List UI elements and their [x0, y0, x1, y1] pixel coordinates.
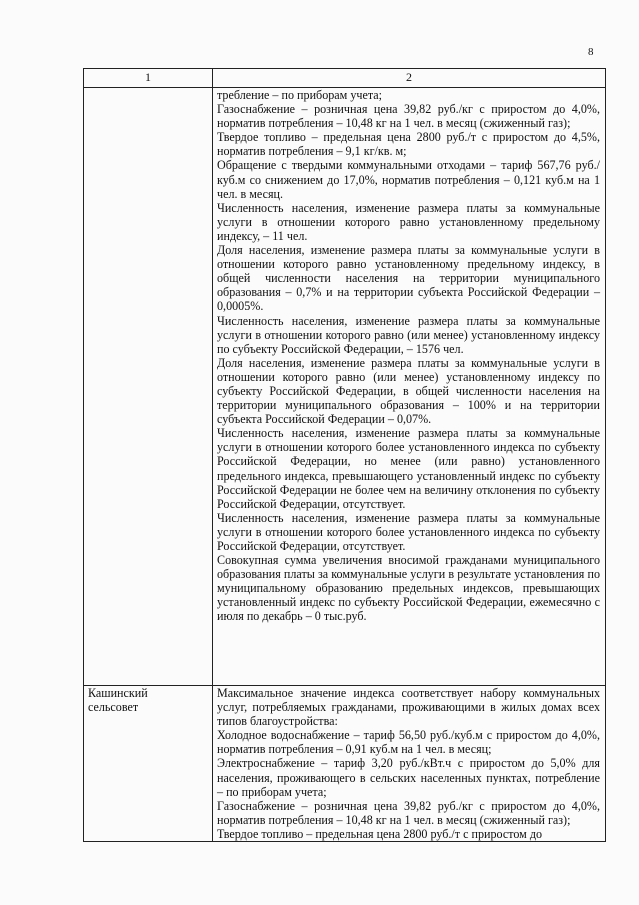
paragraph: требление – по приборам учета;: [217, 88, 382, 102]
paragraph: Холодное водоснабжение – тариф 56,50 руб./куб.м с приростом до 4,0%, норматив потребления – 0,91 куб.м на 1 чел. в месяц;: [217, 728, 600, 757]
paragraph: Совокупная сумма увеличения вносимой гражданами муниципального образования платы за коммунальные услуги в результате установления по муниципальному образованию предельных индексов, превышающих установленный индекс по субъекту Российской Федерации, ежемесячно с июля по декабрь – 0 тыс.руб.: [217, 553, 600, 624]
settlements-table: [83, 68, 606, 842]
paragraph: Электроснабжение – тариф 3,20 руб./кВт.ч с приростом до 5,0% для населения, проживающего в сельских населенных пунктах, потребление – по приборам учета;: [217, 756, 600, 799]
table-row: [84, 686, 606, 842]
paragraph: Доля населения, изменение размера платы за коммунальные услуги в отношении которого равно установленному предельному индексу, в общей численности населения на территории муниципального образования – 0,7% и на территории субъекта Российской Федерации – 0,0005%.: [217, 243, 600, 314]
paragraph: Численность населения, изменение размера платы за коммунальные услуги в отношении которого равно (или менее) установленному индексу по субъекту Российской Федерации, – 1576 чел.: [217, 313, 600, 356]
description-cell: [213, 88, 606, 686]
settlement-name-line: сельсовет: [88, 700, 139, 715]
paragraph: Газоснабжение – розничная цена 39,82 руб./кг с приростом до 4,0%, норматив потребления – 10,48 кг на 1 чел. в месяц (сжиженный газ);: [217, 102, 600, 131]
settlement-name-cell: [84, 686, 213, 842]
page-number: 8: [588, 46, 594, 58]
column-header-1: 1: [84, 69, 213, 88]
paragraph: Доля населения, изменение размера платы за коммунальные услуги в отношении которого равно (или менее) установленному индексу по субъекту Российской Федерации, в общей численности населения на территории муниципального образования – 100% и на территории субъекта Российской Федерации – 0,07%.: [217, 355, 600, 427]
column-header-2: 2: [213, 69, 606, 88]
paragraph: Численность населения, изменение размера платы за коммунальные услуги в отношении которого равно установленному предельному индексу, – 11 чел.: [217, 200, 600, 243]
description-cell: [213, 686, 606, 842]
paragraph: Газоснабжение – розничная цена 39,82 руб./кг с приростом до 4,0%, норматив потребления – 10,48 кг на 1 чел. в месяц (сжиженный газ);: [217, 798, 600, 827]
paragraph: Максимальное значение индекса соответствует набору коммунальных услуг, потребляемых гражданами, проживающими в жилых домах всех типов благоустройства:: [217, 686, 600, 729]
settlement-name-cell: [84, 88, 213, 686]
table-header-row: [84, 69, 606, 88]
settlement-name-line: Кашинский: [88, 686, 148, 700]
paragraph: Твердое топливо – предельная цена 2800 руб./т с приростом до 4,5%, норматив потребления – 9,1 кг/кв. м;: [217, 130, 600, 159]
paragraph: Численность населения, изменение размера платы за коммунальные услуги в отношении которого более установленного индекса по субъекту Российской Федерации, отсутствует.: [217, 510, 600, 553]
paragraph: Твердое топливо – предельная цена 2800 руб./т с приростом до: [217, 826, 543, 841]
paragraph: Обращение с твердыми коммунальными отходами – тариф 567,76 руб./куб.м со снижением до 17,0%, норматив потребления – 0,121 куб.м на 1 чел. в месяц.: [217, 158, 600, 201]
table-row: [84, 88, 606, 686]
paragraph: Численность населения, изменение размера платы за коммунальные услуги в отношении которого более установленного индекса по субъекту Российской Федерации, но менее (или равно) установленного предельного индекса, превышающего установленный индекс по субъекту Российской Федерации не более чем на величину отклонения по субъекту Российской Федерации, отсутствует.: [217, 426, 600, 511]
